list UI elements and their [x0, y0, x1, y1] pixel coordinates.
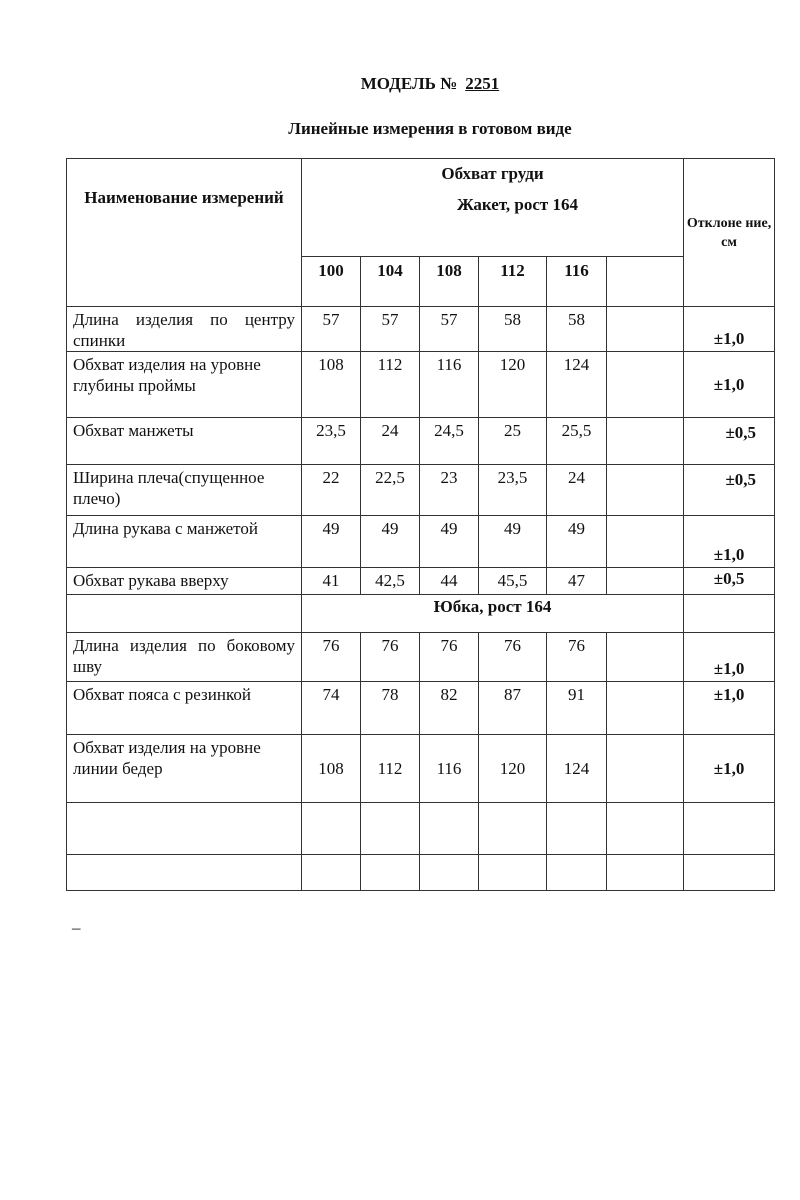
size-header: 108: [420, 257, 479, 307]
deviation-cell: ±0,5: [684, 465, 775, 516]
model-label: МОДЕЛЬ №: [360, 74, 458, 93]
row-name: Обхват пояса с резинкой: [67, 682, 302, 735]
value-cell: 108: [302, 352, 361, 418]
empty-cell: [607, 735, 684, 803]
size-header: 116: [547, 257, 607, 307]
empty-row: [67, 803, 775, 855]
value-cell: 120: [479, 352, 547, 418]
row-name: Обхват манжеты: [67, 418, 302, 465]
model-number: 2251: [465, 74, 500, 93]
value-cell: 76: [479, 633, 547, 682]
value-cell: 24: [361, 418, 420, 465]
value-cell: 49: [547, 516, 607, 568]
empty-cell: [607, 418, 684, 465]
empty-cell: [607, 682, 684, 735]
value-cell: 116: [420, 735, 479, 803]
value-cell: 76: [361, 633, 420, 682]
value-cell: 45,5: [479, 568, 547, 595]
value-cell: 112: [361, 735, 420, 803]
value-cell: 112: [361, 352, 420, 418]
header-row: [67, 159, 775, 257]
size-header: 104: [361, 257, 420, 307]
row-name: Обхват изделия на уровне глубины проймы: [67, 352, 302, 418]
value-cell: 25: [479, 418, 547, 465]
value-cell: 91: [547, 682, 607, 735]
value-cell: 23,5: [479, 465, 547, 516]
table-row: [67, 568, 775, 595]
measurements-table: [66, 158, 775, 891]
value-cell: 108: [302, 735, 361, 803]
table-row: [67, 307, 775, 352]
skirt-header: Юбка, рост 164: [302, 595, 684, 633]
row-name: Длина изделия по боковому шву: [67, 633, 302, 682]
empty-cell: [607, 633, 684, 682]
empty-cell: [607, 516, 684, 568]
row-name: Ширина плеча(спущенное плечо): [67, 465, 302, 516]
value-cell: 22: [302, 465, 361, 516]
deviation-cell: ±1,0: [684, 735, 775, 803]
row-name: Обхват изделия на уровне линии бедер: [67, 735, 302, 803]
size-header: 100: [302, 257, 361, 307]
value-cell: 49: [420, 516, 479, 568]
value-cell: 76: [420, 633, 479, 682]
table-row: [67, 633, 775, 682]
skirt-header-row: [67, 595, 775, 633]
deviation-cell: ±1,0: [684, 682, 775, 735]
jacket-height-header: Жакет, рост 164: [457, 195, 579, 214]
row-name: Длина рукава с манжетой: [67, 516, 302, 568]
table-row: [67, 352, 775, 418]
deviation-cell: ±0,5: [684, 418, 775, 465]
deviation-cell: ±1,0: [684, 352, 775, 418]
value-cell: 22,5: [361, 465, 420, 516]
deviation-cell: ±0,5: [684, 568, 775, 595]
deviation-cell: ±1,0: [684, 633, 775, 682]
value-cell: 47: [547, 568, 607, 595]
row-name: Длина изделия по центру спинки: [67, 307, 302, 352]
empty-cell: [607, 568, 684, 595]
value-cell: 49: [302, 516, 361, 568]
table-row: [67, 516, 775, 568]
value-cell: 23,5: [302, 418, 361, 465]
value-cell: 42,5: [361, 568, 420, 595]
table-row: [67, 465, 775, 516]
value-cell: 25,5: [547, 418, 607, 465]
name-column-header: Наименование измерений: [67, 159, 302, 307]
empty-row: [67, 855, 775, 891]
empty-cell: [607, 465, 684, 516]
value-cell: 76: [547, 633, 607, 682]
value-cell: 74: [302, 682, 361, 735]
value-cell: 87: [479, 682, 547, 735]
row-name: Обхват рукава вверху: [67, 568, 302, 595]
value-cell: 78: [361, 682, 420, 735]
value-cell: 116: [420, 352, 479, 418]
empty-cell: [67, 595, 302, 633]
value-cell: 44: [420, 568, 479, 595]
value-cell: 58: [479, 307, 547, 352]
value-cell: 23: [420, 465, 479, 516]
deviation-cell: ±1,0: [684, 516, 775, 568]
value-cell: 24,5: [420, 418, 479, 465]
empty-size-cell: [607, 257, 684, 307]
deviation-cell: ±1,0: [684, 307, 775, 352]
value-cell: 57: [302, 307, 361, 352]
chest-girth-header: Обхват груди: [441, 164, 544, 183]
empty-cell: [607, 307, 684, 352]
value-cell: 49: [479, 516, 547, 568]
size-header: 112: [479, 257, 547, 307]
value-cell: 49: [361, 516, 420, 568]
value-cell: 57: [361, 307, 420, 352]
value-cell: 41: [302, 568, 361, 595]
value-cell: 124: [547, 352, 607, 418]
value-cell: 57: [420, 307, 479, 352]
document-subtitle: Линейные измерения в готовом виде: [288, 119, 572, 138]
table-row: [67, 418, 775, 465]
empty-cell: [607, 352, 684, 418]
value-cell: 124: [547, 735, 607, 803]
document-title: [0, 74, 800, 94]
value-cell: 58: [547, 307, 607, 352]
table-row: [67, 735, 775, 803]
deviation-column-header: Отклоне ние, см: [684, 159, 775, 307]
value-cell: 120: [479, 735, 547, 803]
value-cell: 24: [547, 465, 607, 516]
empty-cell: [684, 595, 775, 633]
value-cell: 76: [302, 633, 361, 682]
group-header: [302, 159, 684, 257]
trailing-dash: –: [72, 918, 81, 937]
value-cell: 82: [420, 682, 479, 735]
table-row: [67, 682, 775, 735]
